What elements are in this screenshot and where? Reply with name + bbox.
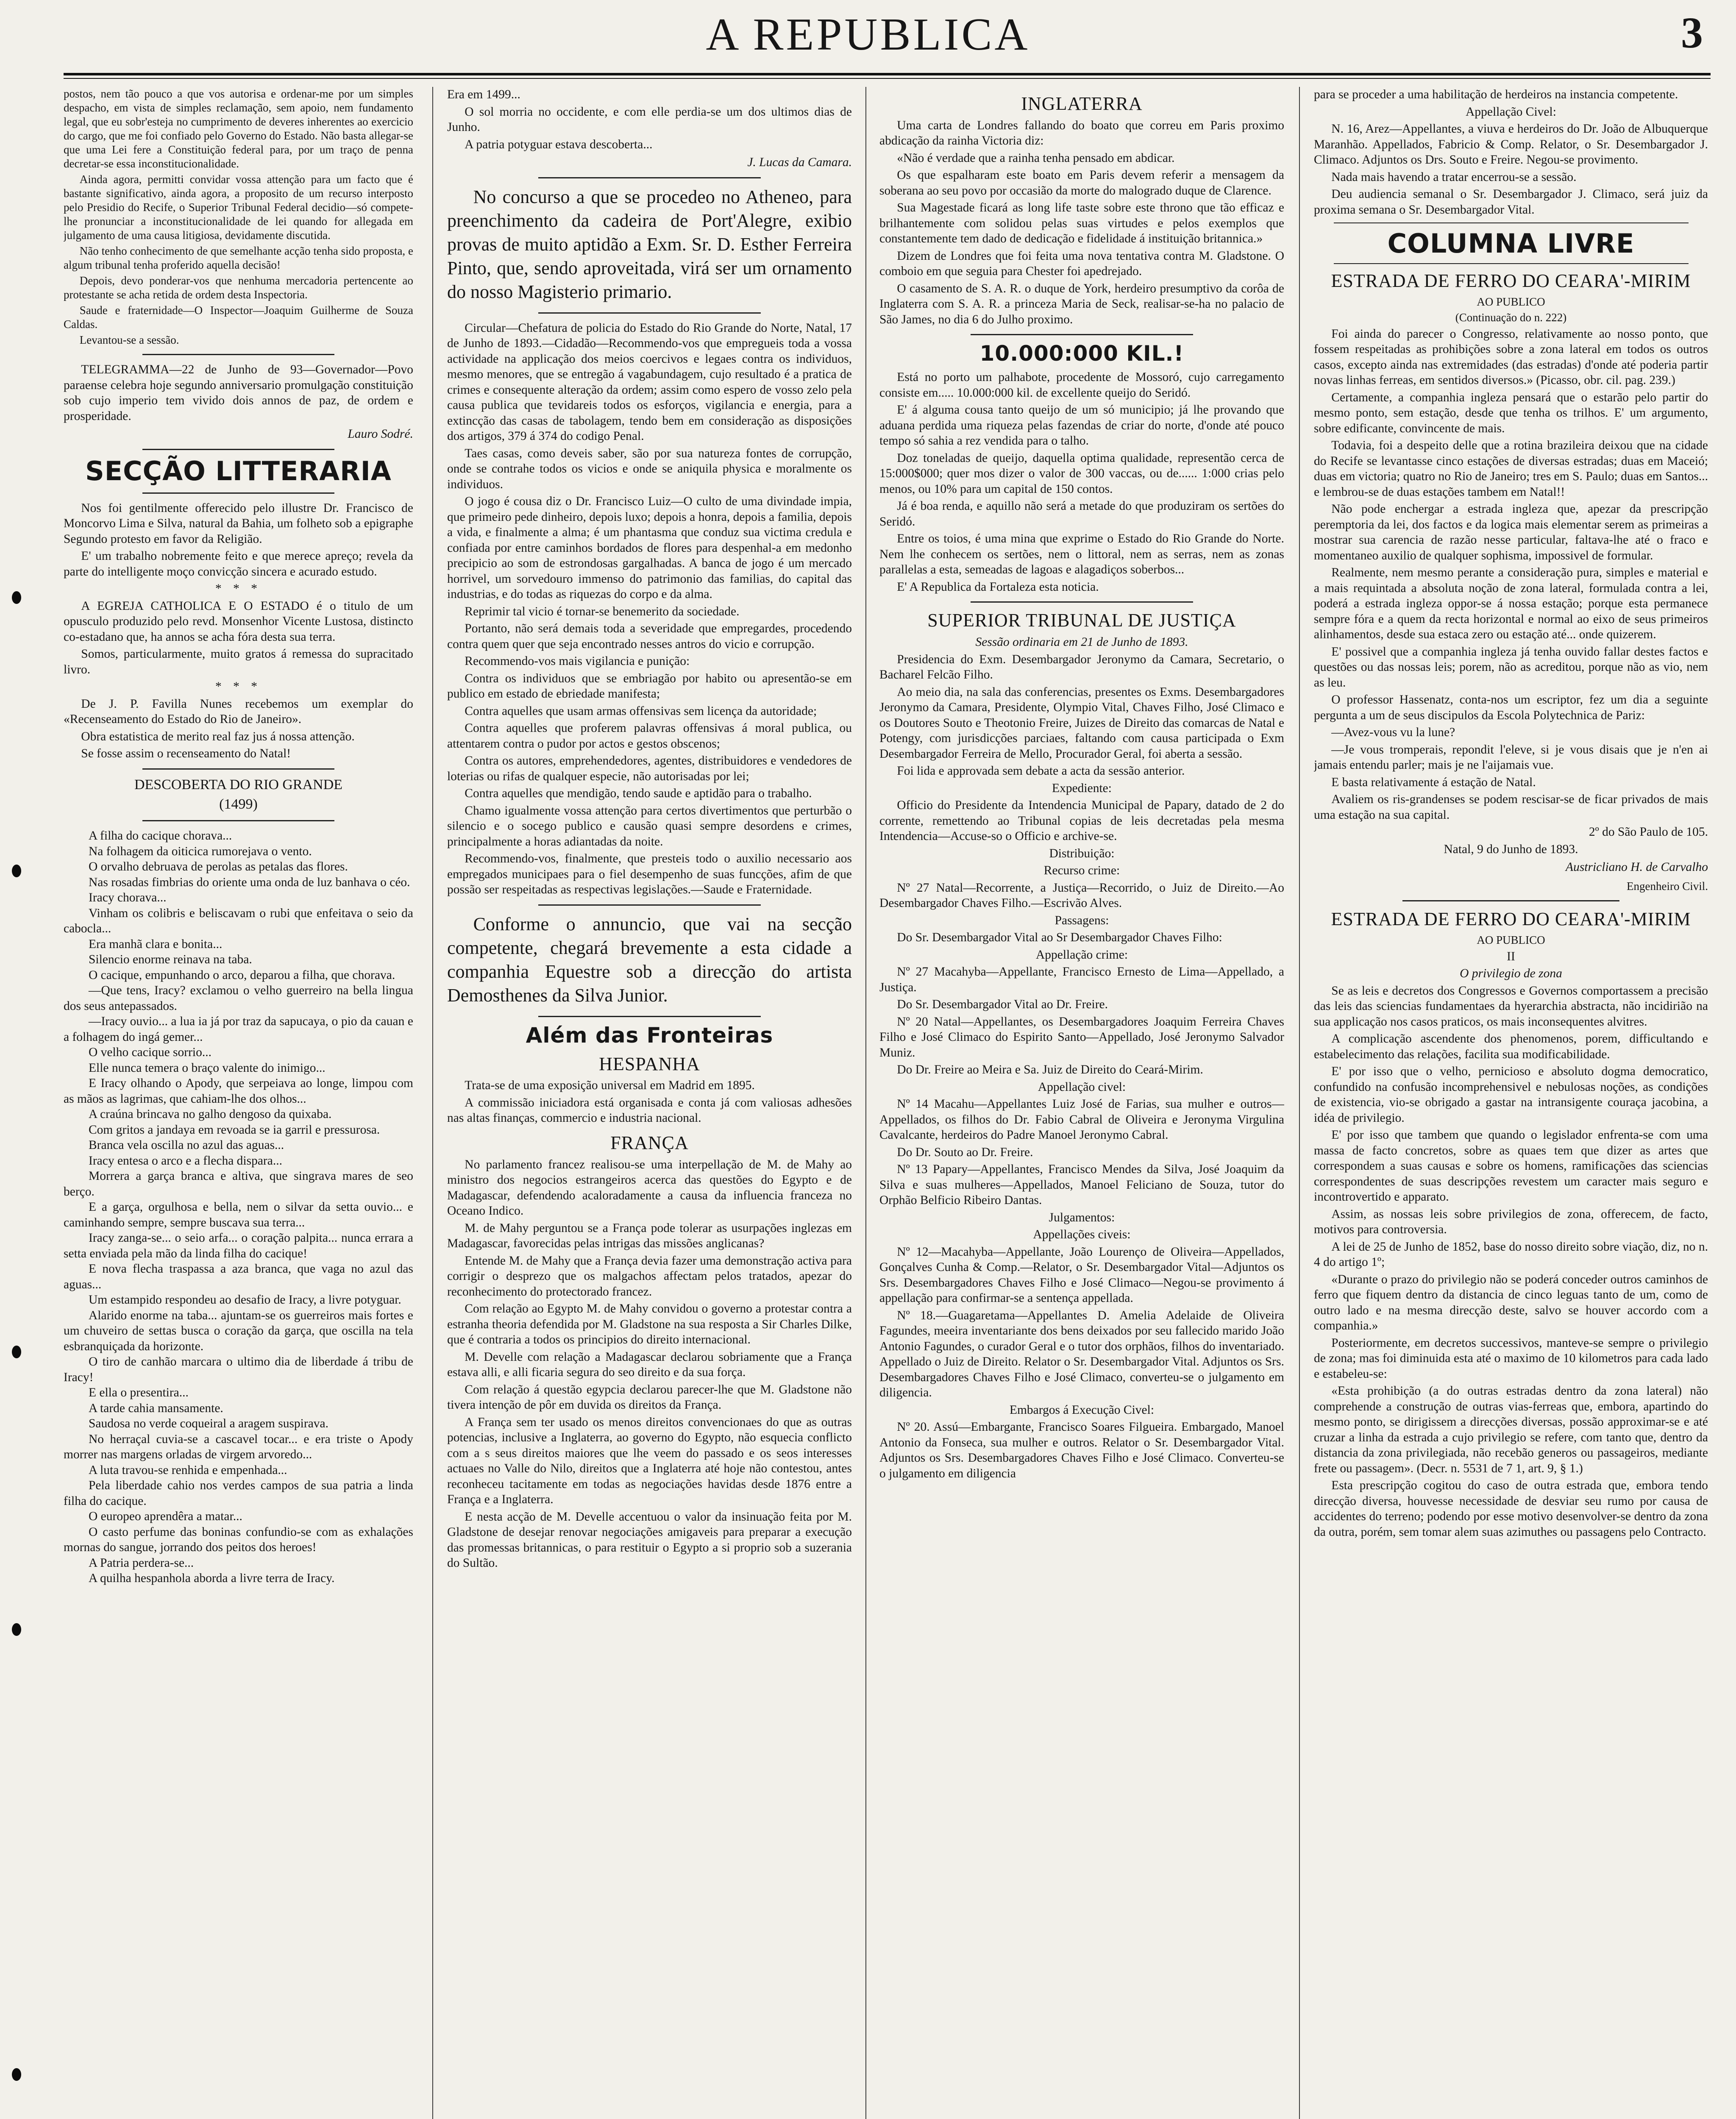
paragraph: Ao meio dia, na sala das conferencias, presentes os Exms. Desembargadores Jeronymo da Camara, Presidente, Olympio Vital, Chaves Filho, José Climaco e os Doutores Souto e Theotonio Freire, Juizes de Direito das comarcas de Natal e Potengy, com jurisdicções parciaes, faltando com causa participada o Exm Desembargador Ferreira de Mello, Procurador Geral, foi aberta a sessão. (879, 685, 1284, 761)
paragraph: Somos, particularmente, muito gratos á remessa do supracitado livro. (64, 647, 413, 676)
heading-estrada-2: ESTRADA DE FERRO DO CEARA'-MIRIM (1331, 908, 1691, 929)
paragraph: «Não é verdade que a rainha tenha pensado em abdicar. (897, 151, 1175, 165)
paragraph: Nº 27 Natal—Recorrente, a Justiça—Recorrido, o Juiz de Direito.—Ao Desembargador Chaves Filho.—Escrivão Alves. (879, 881, 1284, 910)
subheading: Expediente: (1052, 781, 1112, 795)
paragraph: Contra aquelles que usam armas offensivas sem licença da autoridade; (465, 704, 817, 718)
paragraph: A Patria perdera-se... (89, 1556, 194, 1570)
paragraph: Do Sr. Desembargador Vital ao Sr Desembargador Chaves Filho: (897, 931, 1222, 945)
heading-franca: FRANÇA (610, 1132, 689, 1153)
paragraph: O tiro de canhão marcara o ultimo dia de liberdade á tribu de Iracy! (64, 1355, 413, 1384)
paragraph: Se as leis e decretos dos Congressos e Governos comportassem a precisão das leis das sciencias fundamentaes da hyerarchia abstracta, não incidirião na sua applicação nos casos praticos, os mais inconsequentes alvitres. (1314, 984, 1708, 1029)
paragraph: A complicação ascendente dos phenomenos, porem, difficultando e estabelecimento das relações, facilita sua modificabilidade. (1314, 1032, 1708, 1061)
paragraph: Com relação ao Egypto M. de Mahy convidou o governo a protestar contra a estranha theoria defendida por M. Gladstone na sua resposta a Sir Charles Dilke, que é contraria a todos os principios do direito internacional. (447, 1302, 852, 1347)
stars-divider: * * * (215, 680, 262, 694)
paragraph: Nas rosadas fimbrias do oriente uma onda de luz banhava o céo. (89, 875, 410, 889)
paragraph: E' um trabalho nobremente feito e que merece apreço; revela da parte do intelligente moço convicção sincera e acurado estudo. (64, 549, 413, 578)
paragraph: E' possivel que a companhia ingleza já tenha ouvido fallar destes factos e questões ou das nossas leis; porem, não as acreditou, porque não as vio, nem as leu. (1314, 645, 1708, 690)
telegram-signature: Lauro Sodré. (348, 427, 413, 441)
paragraph: Um estampido respondeu ao desafio de Iracy, a livre potyguar. (89, 1293, 401, 1307)
paragraph: Do Sr. Desembargador Vital ao Dr. Freire. (897, 998, 1108, 1012)
subheading: Appellação crime: (1035, 948, 1128, 962)
paragraph: Na folhagem da oiticica rumorejava o vento. (89, 844, 312, 858)
page-number: 3 (1681, 8, 1703, 57)
separator (971, 601, 1193, 603)
paragraph: Era em 1499... (447, 88, 520, 101)
paragraph: Os que espalharam este boato em Paris devem referir a mensagem da soberana ao seu povo por occasião da morte do malogrado duque de Clarence. (879, 168, 1284, 197)
subheading-privilegio: O privilegio de zona (1460, 967, 1562, 981)
paragraph: O casto perfume das boninas confundio-se com as exhalações mornas do sangue, jorrando dos peitos dos heroes! (64, 1525, 413, 1554)
paragraph: A quilha hespanhola aborda a livre terra de Iracy. (89, 1571, 335, 1585)
paragraph: O orvalho debruava de perolas as petalas das flores. (89, 860, 348, 874)
paragraph: Nos foi gentilmente offerecido pelo illustre Dr. Francisco de Moncorvo Lima e Silva, natural da Bahia, um folheto sob a epigraphe Segundo protesto em favor da Religião. (64, 501, 413, 546)
paragraph: Foi ainda do parecer o Congresso, relativamente ao nosso ponto, que fossem respeitadas as prohibições sobre a zona lateral em todos os outros casos, excepto ainda nas extremidades (das estradas) d'onde até poderia partir novas linhas ferreas, em sentidos diversos.» (Picasso, obr. cil. pag. 239.) (1314, 327, 1708, 387)
separator (142, 820, 335, 821)
subheading: AO PUBLICO (1477, 295, 1545, 308)
paragraph: A craúna brincava no galho dengoso da quixaba. (89, 1107, 332, 1121)
paragraph: para se proceder a uma habilitação de herdeiros na instancia competente. (1314, 88, 1678, 101)
paragraph: —Que tens, Iracy? exclamou o velho guerreiro na bella lingua dos seus antepassados. (64, 984, 413, 1013)
paragraph: Depois, devo ponderar-vos que nenhuma mercadoria pertencente ao protestante se acha retida de ordem desta Inspectoria. (64, 274, 413, 301)
subheading: Appellação Civel: (1466, 105, 1556, 119)
paragraph: Nº 20 Natal—Appellantes, os Desembargadores Joaquim Ferreira Chaves Filho e José Climaco do Espirito Santo—Appellado, José Jeronymo Salvador Muniz. (879, 1015, 1284, 1060)
paragraph: O professor Hassenatz, conta-nos um escriptor, fez um dia a seguinte pergunta a um de seus discipulos da Escola Polytechnica de Pariz: (1314, 693, 1708, 722)
paragraph: E nova flecha traspassa a aza branca, que vaga no azul das aguas... (64, 1262, 413, 1291)
article-place: 2º do São Paulo de 105. (1589, 825, 1708, 839)
paragraph: Nº 18.—Guagaretama—Appellantes D. Amelia Adelaide de Oliveira Fagundes, meeira inventariante dos bens deixados por seu fallecido marido João Antonio Fagundes, o curador Geral e o tutor dos orphãos, filhos do inventariado. Appellado o Juiz de Direito. Relator o Sr. Desembargador Vital. Adjuntos os Srs. Desembargadores Chaves Filho e José Climaco, converteu-se o julgamento em diligencia. (879, 1308, 1284, 1400)
paragraph: Do Dr. Freire ao Meira e Sa. Juiz de Direito do Ceará-Mirim. (897, 1063, 1203, 1077)
article-signature: Austricliano H. de Carvalho (1566, 860, 1708, 874)
paragraph: Esta prescripção cogitou do caso de outra estrada que, embora tendo direcção diversa, houvesse necessidade de desviar seu rumo por causa de accidentes do terreno; podendo por esse motivo desenvolver-se dentro da zona da outra, porém, sem tomar alem suas azimuthes ou passagens pelo Contracto. (1314, 1479, 1708, 1539)
paragraph: —Avez-vous vu la lune? (1331, 726, 1455, 740)
paragraph: Uma carta de Londres fallando do boato que correu em Paris proximo abdicação da rainha Victoria diz: (879, 118, 1284, 148)
paragraph: O cacique, empunhando o arco, deparou a filha, que chorava. (89, 968, 395, 982)
header-rule-thin (64, 78, 1711, 79)
paragraph: Todavia, foi a despeito delle que a rotina brazileira deixou que na cidade do Recife se levantasse cinco estações de diversas estradas; duas em Maceió; duas em victoria; quatro no Rio de Janeiro; tres em S. Paulo; duas em Santos... e lembrou-se de duas estações tambem em Natal!! (1314, 439, 1708, 499)
separator (538, 1016, 761, 1017)
paragraph: Nº 20. Assú—Embargante, Francisco Soares Filgueira. Embargado, Manoel Antonio da Fonseca, sua mulher e outros. Relator o Sr. Desembargador Vital. Adjuntos os Srs. Desembargadores Chaves Filho e José Climaco. Converteu-se o julgamento em diligencia (879, 1420, 1284, 1480)
paragraph: E' á alguma cousa tanto queijo de um só municipio; já lhe provando que aduana perdida uma riqueza pelas fazendas de criar do norte, d'onde até pouco tempo só sahia a rez vendida para o talho. (879, 403, 1284, 448)
paragraph: Officio do Presidente da Intendencia Municipal de Papary, datado de 2 do corrente, remettendo ao Tribunal copias de leis decretadas pela mesma Intendencia—Accuse-so o Officio e archive-se. (879, 798, 1284, 843)
inglaterra-news (879, 118, 1284, 328)
section-title-literaria: SECÇÃO LITTERARIA (85, 455, 392, 487)
paragraph: Entre os toios, é uma mina que exprime o Estado do Rio Grande do Norte. Nem lhe conhecem os sertões, nem o littoral, nem as serras, nem as zonas parallelas a esta, semeadas de lagoas e alagadiços soberbos... (879, 532, 1284, 577)
paragraph: Taes casas, como deveis saber, são por sua natureza fontes de corrupção, onde se contrahe todos os vicios e onde se aniquila physica e moralmente os individuos. (447, 446, 852, 491)
paragraph: A luta travou-se renhida e empenhada... (89, 1463, 287, 1477)
paragraph: No parlamento francez realisou-se uma interpellação de M. de Mahy ao ministro dos negocios estrangeiros acerca das questões do Egypto e de Madagascar, defendendo acaloradamente a causa da influencia franceza no Oceano Indico. (447, 1157, 852, 1218)
paragraph: Posteriormente, em decretos successivos, manteve-se sempre o privilegio de zona; mas foi diminuida esta até o maximo de 10 kilometros para cada lado e estabeleu-se: (1314, 1336, 1708, 1381)
paragraph: Com gritos a jandaya em revoada se ia garril e pressurosa. (89, 1123, 380, 1137)
paragraph: Sua Magestade ficará as long life taste sobre este throno que tão efficaz e brilhantemente com solidou pelas suas virtudes e pelos exemplos que constantemente tem dado de dedicação e fidelidade á instituição britannica.» (879, 201, 1284, 246)
subheading: AO PUBLICO (1477, 933, 1545, 946)
paragraph: E' por isso que o velho, pernicioso e absoluto dogma democratico, confundido na confusão incomprehensivel e nebulosas noções, as condições de existencia, vio-se obrigado a gastar na intransigente couraça jacobina, a idéa de privilegio. (1314, 1065, 1708, 1125)
column-divider (865, 87, 866, 2119)
column-4 (1314, 87, 1708, 2119)
paragraph: O jogo é cousa diz o Dr. Francisco Luiz—O culto de uma divindade impia, que primeiro pede dinheiro, depois luxo; depois a honra, depois a familia, depois a vida, e finalmente a alma; é um phantasma que conduz sua victima credula e confiada por entre caminhos bordados de flores para despenhal-a em medonho precipicio ao som de estrondosas gargalhadas. A banca de jogo é um mercado horrivel, um sorvedouro immenso do patrimonio das familias, do capital das industrias, e do todas as riquezas do corpo e da alma. (447, 495, 852, 601)
section-title-livre: COLUMNA LIVRE (1387, 228, 1635, 259)
inspector-letter (64, 87, 413, 347)
paragraph: Ainda agora, permitti convidar vossa attenção para um facto que é bastante significativo, ainda agora, a proposito de um recurso interposto pelo Presidio do Recife, o Superior Tribunal Federal decidio—só compete-lhe pronunciar a inconstitucionalidade de lei quando for allegada em julgamento de uma causa litigiosa, devidamente discutida. (64, 173, 413, 242)
paragraph: postos, nem tão pouco a que vos autorisa e ordenar-me por um simples despacho, em vista de simples reclamação, sem apoio, nem fundamento legal, que eu sobr'esteja no cumprimento de deveres inherentes ao exercicio do cargo, que me foi confiado pelo Governo do Estado. Não basta allegar-se que uma Lei fere a Constituição federal para, por um traço de penna decretar-se essa inconstitucionalidade. (64, 87, 413, 170)
page-title: A REPUBLICA (706, 9, 1030, 60)
paragraph: Já é boa renda, e aquillo não será a metade do que produziram os sertões do Seridó. (879, 499, 1284, 528)
paragraph: Nº 27 Macahyba—Appellante, Francisco Ernesto de Lima—Appellado, a Justiça. (879, 965, 1284, 994)
separator (142, 354, 335, 355)
subheading: Recurso crime: (1043, 864, 1120, 878)
paragraph: A lei de 25 de Junho de 1852, base do nosso direito sobre viação, diz, no n. 4 do artigo 1º; (1314, 1240, 1708, 1269)
separator (538, 312, 761, 314)
paragraph: Saudosa no verde coqueiral a aragem suspirava. (89, 1417, 329, 1431)
paragraph: Silencio enorme reinava na taba. (89, 953, 252, 967)
paragraph: Contra aquelles que mendigão, tendo saude e aptidão para o trabalho. (465, 787, 812, 800)
paragraph: Foi lida e approvada sem debate a acta da sessão anterior. (897, 764, 1185, 778)
paragraph: E basta relativamente á estação de Natal. (1331, 775, 1536, 789)
paragraph: O sol morria no occidente, e com elle perdia-se um dos ultimos dias de Junho. (447, 105, 852, 134)
paragraph: Portanto, não será demais toda a severidade que empregardes, procedendo contra quem quer que seja encontrado nesses antros do vicio e corrupção. (447, 622, 852, 651)
paragraph: E a garça, orgulhosa e bella, nem o silvar da setta ouvio... e caminhando sempre, sempre buscava sua terra... (64, 1200, 413, 1229)
paragraph: Levantou-se a sessão. (79, 334, 179, 346)
paragraph: Contra os individuos que se embriagão por habito ou apresentão-se em publico em estado de ebriedade manifesta; (447, 671, 852, 701)
franca-news (447, 1157, 852, 1571)
paragraph: Certamente, a companhia ingleza pensará que o estarão pelo partir do mesmo ponto, sem estação, desde que tenha os trilhos. E' um argumento, sobre edificante, convincente de mais. (1314, 390, 1708, 435)
paragraph: E Iracy olhando o Apody, que serpeiava ao longe, limpou com as mãos as lagrimas, que cahiam-lhe dos olhos... (64, 1076, 413, 1106)
heading-estrada-1: ESTRADA DE FERRO DO CEARA'-MIRIM (1331, 270, 1691, 292)
article-role: Engenheiro Civil. (1627, 879, 1708, 893)
paragraph: Era manhã clara e bonita... (89, 937, 223, 951)
paragraph: Obra estatistica de merito real faz jus á nossa attenção. (81, 729, 355, 743)
concurso-notice: No concurso a que se procedeo no Atheneo, para preenchimento da cadeira de Port'Alegre, exibio provas de muito aptidão a Exm. Sr. D. Esther Ferreira Pinto, que, sendo aproveitada, virá ser um ornamento do nosso Magisterio primario. (447, 186, 852, 302)
paragraph: Morrera a garça branca e altiva, que singrava mares de seo berço. (64, 1169, 413, 1199)
paragraph: Doz toneladas de queijo, daquella optima qualidade, representão cerca de 15:000$000; quer mos dizer o valor de 300 vaccas, ou de...... 1:000 crias pelo menos, ou 10% para um capital de 150 contos. (879, 451, 1284, 496)
estrada-article-1 (1314, 326, 1708, 823)
subheading: Julgamentos: (1049, 1210, 1115, 1224)
paragraph: Dizem de Londres que foi feita uma nova tentativa contra M. Gladstone. O comboio em que seguia para Chester foi apedrejado. (879, 249, 1284, 278)
heading-tribunal: SUPERIOR TRIBUNAL DE JUSTIÇA (927, 610, 1236, 631)
paragraph: O velho cacique sorrio... (89, 1046, 211, 1060)
paragraph: E' por isso que tambem que quando o legislador enfrenta-se com uma massa de facto concretos, sobre as quaes tem que dizer as artes que correspondem a suas causas e sobre os homens, ramificações das sciencias correspondentes de suas descripções revestem um caracter mais seguro e incontrovertido e apparato. (1314, 1128, 1708, 1204)
stars-divider: * * * (215, 582, 262, 596)
separator (1334, 263, 1689, 264)
paragraph: Saude e fraternidade—O Inspector—Joaquim Guilherme de Souza Caldas. (64, 304, 413, 331)
paragraph: Do Dr. Souto ao Dr. Freire. (897, 1145, 1033, 1159)
paragraph: Realmente, nem mesmo perante a consideração pura, simples e material e a mais requintada a absoluta noção de zona lateral, formulada contra a lei, poderá a estrada ingleza oppor-se á nossa estação; porque esta permanece sempre fóra e a quem da recta horizontal e normal ao eixo de seus primeiros alinhamentos, desde sua estaca zero ou estação até... onde quizerem. (1314, 566, 1708, 642)
police-circular (447, 320, 852, 898)
poem (64, 828, 413, 1586)
paragraph: A commissão iniciadora está organisada e conta já com valiosas adhesões nas altas finanças, commercio e industria nacional. (447, 1096, 852, 1125)
paragraph: Vinham os colibris e beliscavam o rubi que enfeitava o seio da cabocla... (64, 906, 413, 936)
paragraph: «Durante o prazo do privilegio não se poderá conceder outros caminhos de ferro que fiquem dentro da distancia de cinco leguas tanto de um, como de outro lado e na mesma direcção deste, salvo se houver accordo com a companhia.» (1314, 1272, 1708, 1333)
separator (142, 768, 335, 770)
poem-year: (1499) (219, 796, 258, 812)
separator (971, 334, 1193, 335)
paragraph: Circular—Chefatura de policia do Estado do Rio Grande do Norte, Natal, 17 de Junho de 1893.—Cidadão—Recommendo-vos que empregueis toda a vossa actividade na applicação dos meios coercivos e legaes contra os individuos, mesmo menores, que se entregão á vagabundagem, cujo resultado é a pratica de crimes e consequente alteração da ordem; assim como espero de vosso zelo pela causa publica que tevidareis todos os esforços, vigilancia e energia, para a extincção das casas de tabolagem, tendo bem em consideração as disposições dos artigos, 379 á 374 do codigo Penal. (447, 321, 852, 443)
paragraph: Elle nunca temera o braço valente do inimigo... (89, 1061, 326, 1075)
paragraph: Não pode enchergar a estrada ingleza que, apezar da prescripção peremptoria da lei, dos factos e da logica mais elementar serem as primeiras a mostrar sua carencia de razão nesse particular, faltava-lhe até o fraco e momentaneo auxilio de qualquer sophisma, impossivel de formular. (1314, 502, 1708, 562)
paragraph: A França sem ter usado os menos direitos convencionaes do que as outras potencias, inclusive a Inglaterra, ao governo do Egypto, não esquecia conflicto com a s seus direitos maiores que lhe veem do passado e os seos interesses actuaes no Valle do Nilo, direitos que a Inglaterra até hoje não contestou, antes reconheceu tacitamente em todas as negociações havidas desde 1876 entre a França e a Inglaterra. (447, 1415, 852, 1507)
paragraph: «Esta prohibição (a do outras estradas dentro da zona lateral) não comprehende a construção de outras vias-ferreas que, embora, apartindo do mesmo ponto, se dirigissem a direcções diversas, possão approximar-se e até cruzar a linha da estrada a cujo privilegio se refere, com tanto que, dentro da distancia da zona privilegiada, não recebão generos ou passageiros, mediante frete ou passagem». (Decr. n. 5531 de 7 1, art. 9, § 1.) (1314, 1384, 1708, 1475)
paragraph: O casamento de S. A. R. o duque de York, herdeiro presumptivo da corôa de Inglaterra com S. A. R. a princeza Maria de Seck, realisar-se-ha no palacio de São James, no dia 6 do Julho proximo. (879, 281, 1284, 326)
paragraph: Avaliem os ris-grandenses se podem rescisar-se de ficar privados de mais uma estação na sua capital. (1314, 793, 1708, 822)
separator (1334, 222, 1689, 223)
heading-queijo: 10.000:000 KIL.! (979, 341, 1184, 366)
heading-hespanha: HESPANHA (599, 1053, 700, 1074)
separator (142, 449, 335, 450)
paragraph: Deu audiencia semanal o Sr. Desembargador J. Climaco, será juiz da proxima semana o Sr. Desembargador Vital. (1314, 187, 1708, 217)
paragraph: M. Develle com relação a Madagascar declarou sobriamente que a França estava alli, e alli ficaria segura do seo direito e da sua força. (447, 1350, 852, 1379)
paragraph: A EGREJA CATHOLICA E O ESTADO é o titulo de um opusculo produzido pelo revd. Monsenhor Vicente Lustosa, distincto co-estadano que, ha annos se acha fóra desta sua terra. (64, 599, 413, 644)
paragraph: A tarde cahia mansamente. (89, 1401, 223, 1415)
paragraph: Nº 14 Macahu—Appellantes Luiz José de Farias, sua mulher e outros—Appellados, os filhos do Dr. Fabio Cabral de Oliveira e Jeronyma Virgulina Cavalcante, herdeiros do Padre Manoel Jeronymo Cabral. (879, 1097, 1284, 1142)
subheading: Passagens: (1054, 913, 1109, 927)
paragraph: Reprimir tal vicio é tornar-se benemerito da sociedade. (465, 604, 740, 618)
paragraph: Trata-se de uma exposição universal em Madrid em 1895. (465, 1079, 755, 1093)
poem-title: DESCOBERTA DO RIO GRANDE (134, 776, 343, 793)
paragraph: Chamo igualmente vossa attenção para certos divertimentos que perturbão o silencio e o socego publico e causão quasi sempre desordens e crimes, principalmente a horas adiantadas da noite. (447, 804, 852, 848)
column-2 (447, 87, 852, 2119)
separator (538, 904, 761, 906)
paragraph: Presidencia do Exm. Desembargador Jeronymo da Camara, Secretario, o Bacharel Felcão Filho. (879, 652, 1284, 682)
paragraph: No herraçal cuvia-se a cascavel tocar... e era triste o Apody morrer nas margens orladas de virgem arvoredo... (64, 1432, 413, 1462)
paragraph: Contra aquelles que proferem palavras offensivas á moral publica, ou attentarem contra o pudor por actos e gestos obscenos; (447, 721, 852, 751)
estrada-article-2 (1314, 983, 1708, 1540)
masthead (0, 0, 1736, 81)
queijo-news (879, 370, 1284, 595)
paragraph: M. de Mahy perguntou se a França pode tolerar as usurpações inglezas em Madagascar, favorecidas pelas intrigas das missões anglicanas? (447, 1221, 852, 1251)
paragraph: N. 16, Arez—Appellantes, a viuva e herdeiros do Dr. João de Albuquerque Maranhão. Appellados, Fabricio & Comp. Relator, o Sr. Desembargador J. Climaco. Adjuntos os Drs. Souto e Freire. Negou-se provimento. (1314, 122, 1708, 167)
paragraph: Entende M. de Mahy que a França devia fazer uma demonstração activa para corrigir o desprezo que os malgachos affectam pelos tratados, apezar do reconhecimento do protectorado francez. (447, 1254, 852, 1299)
continuation-note: (Continuação do n. 222) (1455, 311, 1567, 324)
paragraph: E ella o presentira... (89, 1386, 189, 1400)
paragraph: Não tenho conhecimento de que semelhante acção tenha sido proposta, e algum tribunal tenha proferido aquella decisão! (64, 245, 413, 271)
part-number: II (1507, 949, 1515, 963)
paragraph: Nada mais havendo a tratar encerrou-se a sessão. (1331, 170, 1577, 184)
circus-notice: Conforme o annuncio, que vai na secção competente, chegará brevemente a esta cidade a companhia Equestre sob a direcção do artista Demosthenes da Silva Junior. (447, 913, 852, 1006)
separator (1402, 900, 1619, 901)
column-divider (1299, 87, 1300, 2119)
paragraph: De J. P. Favilla Nunes recebemos um exemplar do «Recenseamento do Estado do Rio de Janeiro». (64, 697, 413, 726)
paragraph: Alarido enorme na taba... ajuntam-se os guerreiros mais fortes e um chuveiro de settas busca o coração da garça, que oscilla na tela esbranquiçada da horizonte. (64, 1308, 413, 1353)
column-3 (879, 87, 1284, 2119)
header-rule (64, 73, 1711, 75)
paragraph: Iracy chorava... (89, 891, 167, 905)
telegram: TELEGRAMMA—22 de Junho de 93—Governador—Povo paraense celebra hoje segundo anniversario promulgação constituição sob cujo imperio tem vivido dois annos de paz, de ordem e prosperidade. (64, 363, 413, 423)
paragraph: Branca vela oscilla no azul das aguas... (89, 1138, 284, 1152)
paragraph: Pela liberdade cahio nos verdes campos de sua patria a linda filha do cacique. (64, 1479, 413, 1508)
paragraph: Recommendo-vos mais vigilancia e punição: (465, 654, 690, 668)
paragraph: Iracy zanga-se... o seio arfa... o coração palpita... nunca errara a setta enviada pela mão da linda filha do cacique! (64, 1231, 413, 1260)
paragraph: O europeo aprendêra a matar... (89, 1510, 242, 1524)
paragraph: —Je vous tromperais, repondit l'eleve, si je vous disais que je n'en ai jamais entendu parler; mais je ne l'aijamais vue. (1314, 742, 1708, 772)
subheading: Appellação civel: (1038, 1080, 1126, 1094)
paragraph: A patria potyguar estava descoberta... (465, 137, 653, 151)
column-1 (64, 87, 413, 2119)
paragraph: Nº 12—Macahyba—Appellante, João Lourenço de Oliveira—Appellados, Gonçalves Cunha & Comp.—Relator, o Sr. Desembargador Vital—Adjuntos os Srs. Desembargadores Chaves Filho e José Climaco—Negou-se provimento á appellação para confirmar-se a sentença appellada. (879, 1245, 1284, 1305)
subheading: Appellações civeis: (1033, 1228, 1131, 1242)
separator (142, 492, 335, 494)
paragraph: Se fosse assim o recenseamento do Natal! (81, 747, 291, 761)
paragraph: Recommendo-vos, finalmente, que presteis todo o auxilio necessario aos empregados municipaes para o fiel desempenho de suas funcções, afim de que possão ser respeitadas as respectivas legislações.—Saude e Fraternidade. (447, 852, 852, 896)
subheading: Distribuição: (1049, 846, 1115, 860)
paragraph: Com relação á questão egypcia declarou parecer-lhe que M. Gladstone não tivera intenção de pôr em duvida os direitos da França. (447, 1382, 852, 1412)
paragraph: Contra os autores, emprehendedores, agentes, distribuidores e vendedores de loterias ou rifas de qualquer especie, não autorisadas por lei; (447, 754, 852, 783)
paragraph: —Iracy ouvio... a lua ia já por traz da sapucaya, o pio da cauan e a folhagem do ingá gemer... (64, 1015, 413, 1044)
subheading: Embargos á Execução Civel: (1009, 1403, 1155, 1417)
paragraph: Nº 13 Papary—Appellantes, Francisco Mendes da Silva, José Joaquim da Silva e suas mulheres—Appellados, Manoel Feliciano de Souza, tutor do Orphão Belficio Ribeiro Dantas. (879, 1162, 1284, 1207)
section-title-fronteiras: Além das Fronteiras (526, 1023, 773, 1048)
paragraph: Está no porto um palhabote, procedente de Mossoró, cujo carregamento consiste em..... 10.000:000 kil. de excellente queijo do Seridó. (879, 370, 1284, 400)
paragraph: Iracy entesa o arco e a flecha dispara... (89, 1154, 282, 1168)
poem-signature: J. Lucas da Camara. (747, 156, 852, 169)
paragraph: E nesta acção de M. Develle accentuou o valor da insinuação feita por M. Gladstone de desejar renovar negociações amigaveis para preparar a execução das promessas britannicas, o para restituir o Egypto a si proprio sob a suzerania do Sultão. (447, 1510, 852, 1570)
article-date: Natal, 9 do Junho de 1893. (1444, 842, 1578, 856)
paragraph: A filha do cacique chorava... (89, 829, 232, 843)
separator (538, 177, 761, 178)
heading-inglaterra: INGLATERRA (1021, 93, 1143, 114)
paragraph: E' A Republica da Fortaleza esta noticia. (897, 580, 1099, 594)
paragraph: Assim, as nossas leis sobre privilegios de zona, offerecem, de facto, motivos para controversia. (1314, 1207, 1708, 1237)
column-divider (432, 87, 433, 2119)
tribunal-session: Sessão ordinaria em 21 de Junho de 1893. (975, 635, 1188, 649)
